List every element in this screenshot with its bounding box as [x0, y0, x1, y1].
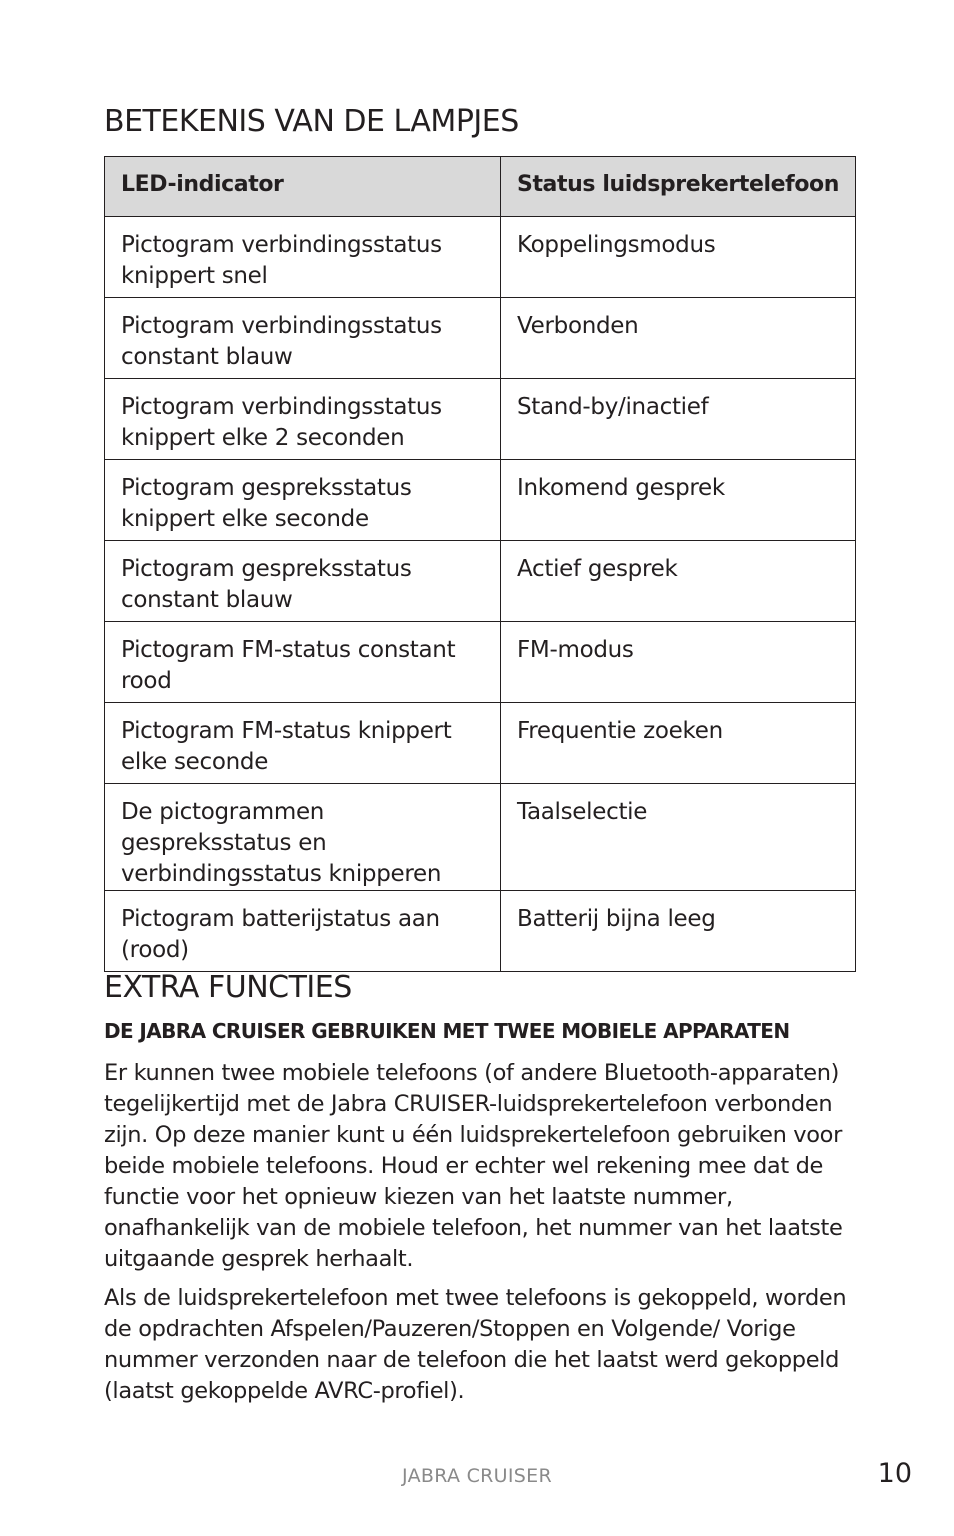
status-cell: Batterij bijna leeg	[501, 891, 856, 972]
column-header-led-indicator: LED-indicator	[105, 157, 501, 217]
table-row	[105, 622, 856, 703]
status-cell: Frequentie zoeken	[501, 703, 856, 784]
body-paragraph-1: Er kunnen twee mobiele telefoons (of andere Bluetooth-apparaten) tegelijkertijd met de Jabra CRUISER-luidsprekertelefoon verbonden zijn. Op deze manier kunt u één luidsprekertelefoon gebruiken voor beide mobiele telefoons. Houd er echter wel rekening mee dat de functie voor het opnieuw kiezen van het laatste nummer, onafhankelijk van de mobiele telefoon, het nummer van het laatste uitgaande gesprek herhaalt.	[104, 1060, 843, 1272]
led-status-table	[104, 156, 856, 972]
table-row	[105, 541, 856, 622]
body-paragraph-2: Als de luidsprekertelefoon met twee telefoons is gekoppeld, worden de opdrachten Afspelen/Pauzeren/Stoppen en Volgende/ Vorige nummer verzonden naar de telefoon die het laatst werd gekoppeld (laatst gekoppelde AVRC-profiel).	[104, 1285, 847, 1404]
status-cell: FM-modus	[501, 622, 856, 703]
table-row	[105, 784, 856, 891]
led-indicator-cell: Pictogram verbindingsstatus knippert elke 2 seconden	[105, 379, 501, 460]
status-cell: Koppelingsmodus	[501, 217, 856, 298]
led-indicator-cell: De pictogrammen gespreksstatus en verbindingsstatus knipperen	[105, 784, 501, 891]
table-row	[105, 217, 856, 298]
led-indicator-cell: Pictogram batterijstatus aan (rood)	[105, 891, 501, 972]
led-indicator-cell: Pictogram verbindingsstatus constant blauw	[105, 298, 501, 379]
section-title-led-meaning: BETEKENIS VAN DE LAMPJES	[104, 104, 519, 139]
section-title-extra-functions: EXTRA FUNCTIES	[104, 970, 352, 1005]
status-cell: Stand-by/inactief	[501, 379, 856, 460]
led-indicator-cell: Pictogram FM-status constant rood	[105, 622, 501, 703]
table-row	[105, 703, 856, 784]
led-indicator-cell: Pictogram gespreksstatus constant blauw	[105, 541, 501, 622]
status-cell: Actief gesprek	[501, 541, 856, 622]
page-number: 10	[877, 1458, 912, 1489]
table-row	[105, 379, 856, 460]
led-indicator-cell: Pictogram gespreksstatus knippert elke seconde	[105, 460, 501, 541]
led-indicator-cell: Pictogram FM-status knippert elke seconde	[105, 703, 501, 784]
table-row	[105, 891, 856, 972]
table-header-row	[105, 157, 856, 217]
led-indicator-cell: Pictogram verbindingsstatus knippert snel	[105, 217, 501, 298]
status-cell: Verbonden	[501, 298, 856, 379]
status-cell: Inkomend gesprek	[501, 460, 856, 541]
column-header-status: Status luidsprekertelefoon	[501, 157, 856, 217]
subsection-title-two-devices: DE JABRA CRUISER GEBRUIKEN MET TWEE MOBIELE APPARATEN	[104, 1019, 790, 1043]
table-row	[105, 298, 856, 379]
status-cell: Taalselectie	[501, 784, 856, 891]
page-footer: JABRA CRUISER	[402, 1465, 552, 1487]
table-row	[105, 460, 856, 541]
